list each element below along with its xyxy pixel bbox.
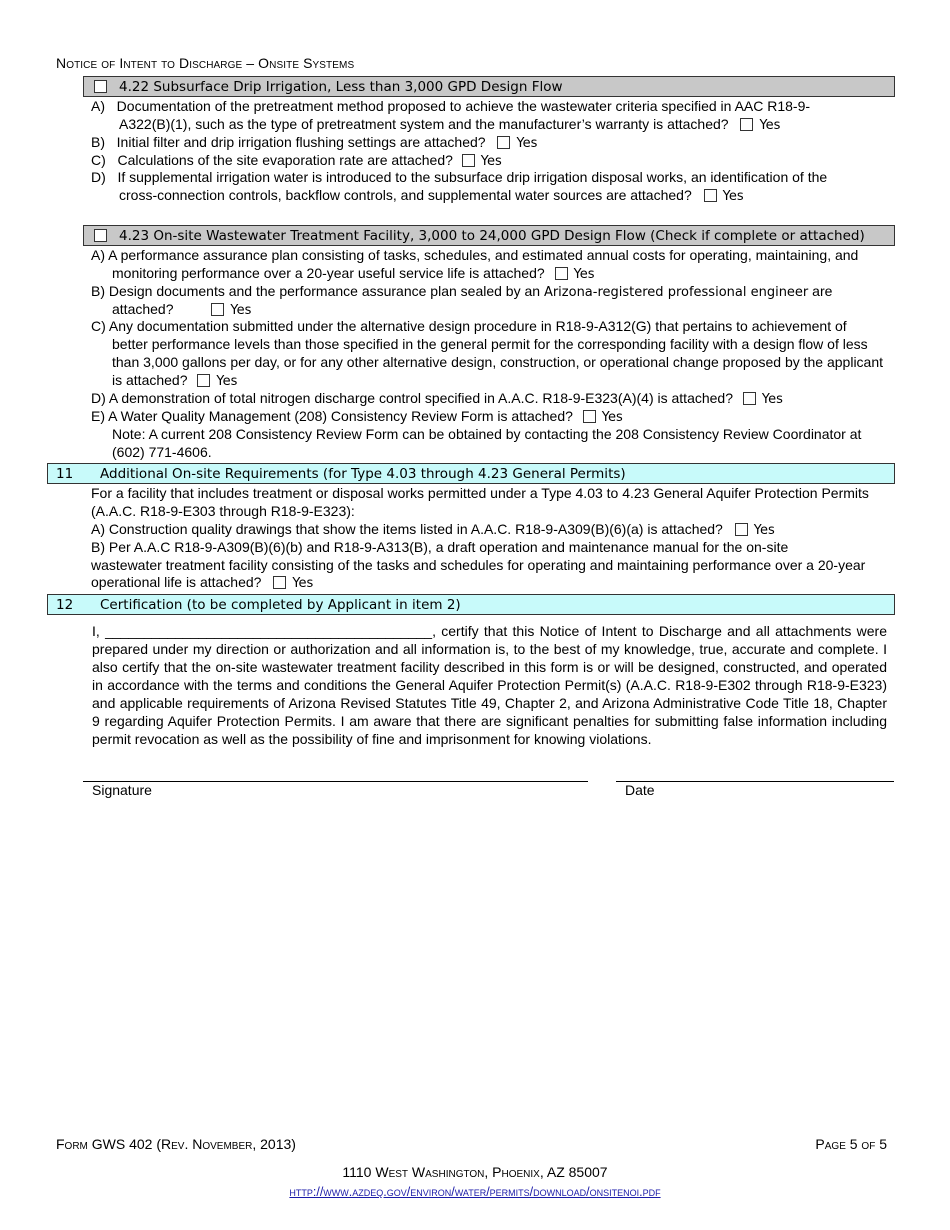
section-11-title: Additional On-site Requirements (for Type 4.03 through 4.23 General Permits) xyxy=(100,465,626,482)
section-11-item-a-checkbox[interactable] xyxy=(735,523,748,536)
section-11-item-b-line2: wastewater treatment facility consisting of the tasks and schedules for operating and maintaining performance over a 20-year xyxy=(91,557,866,573)
item-4-23-note-line2: (602) 771-4606. xyxy=(112,444,212,460)
section-11-item-b-line3: operational life is attached? Yes xyxy=(91,574,314,591)
section-4-23-header xyxy=(83,225,895,246)
item-4-23-d-checkbox[interactable] xyxy=(743,392,756,405)
certification-text: I, __________________________________________, certify that this Notice of Intent to Discharge and all attachments were prepared under my direction or authorization and all information is, to the best of my knowledge, true, accurate and complete. I also certify that the on-site wastewater treatment facility described in this form is or will be designed, constructed, and operated in accordance with the terms and conditions the General Aquifer Protection Permit(s) (A.A.C. R18-9-E302 through R18-9-E323) and applicable requirements of Arizona Revised Statutes Title 49, Chapter 2, and Arizona Administrative Code Title 18, Chapter 9 regarding Aquifer Protection Permits. I am aware that there are significant penalties for submitting false information including permit revocation as well as the possibility of fine and imprisonment for knowing violations. xyxy=(92,623,887,747)
item-4-23-b-line1: B) Design documents and the performance assurance plan sealed by an Arizona-registered professional engineer are xyxy=(91,283,833,300)
page-header-title: Notice of Intent to Discharge – Onsite Systems xyxy=(56,55,355,71)
item-4-23-b-checkbox[interactable] xyxy=(211,303,224,316)
item-4-22-a-line1: A) Documentation of the pretreatment method proposed to achieve the wastewater criteria specified in AAC R18-9- xyxy=(91,98,811,114)
item-4-22-d-line2: cross-connection controls, backflow controls, and supplemental water sources are attached? Yes xyxy=(119,187,744,204)
section-11-number: 11 xyxy=(56,465,74,482)
item-4-22-d-line1: D) If supplemental irrigation water is introduced to the subsurface drip irrigation disposal works, an identification of the xyxy=(91,169,828,185)
item-4-23-e-checkbox[interactable] xyxy=(583,410,596,423)
date-label: Date xyxy=(625,782,655,798)
item-4-22-c-checkbox[interactable] xyxy=(462,154,475,167)
item-4-23-b-line2: attached? Yes xyxy=(112,301,252,318)
signature-label: Signature xyxy=(92,782,152,798)
section-4-22-checkbox[interactable] xyxy=(94,80,107,93)
date-line[interactable] xyxy=(616,781,894,782)
section-11-item-b-line1: B) Per A.A.C R18-9-A309(B)(6)(b) and R18-9-A313(B), a draft operation and maintenance manual for the on-site xyxy=(91,539,789,555)
item-4-23-a-checkbox[interactable] xyxy=(555,267,568,280)
item-4-23-c-checkbox[interactable] xyxy=(197,374,210,387)
section-12-title: Certification (to be completed by Applicant in item 2) xyxy=(100,596,461,613)
signature-line[interactable] xyxy=(83,781,588,782)
section-4-22-title: 4.22 Subsurface Drip Irrigation, Less than 3,000 GPD Design Flow xyxy=(119,78,563,95)
item-4-23-d: D) A demonstration of total nitrogen discharge control specified in A.A.C. R18-9-E323(A)(4) is attached? Yes xyxy=(91,390,783,407)
section-11-item-a: A) Construction quality drawings that show the items listed in A.A.C. R18-9-A309(B)(6)(a) is attached? Yes xyxy=(91,521,775,538)
item-4-23-note-line1: Note: A current 208 Consistency Review Form can be obtained by contacting the 208 Consistency Review Coordinator at xyxy=(112,426,862,442)
item-4-22-a-checkbox[interactable] xyxy=(740,118,753,131)
section-12-header xyxy=(47,594,895,615)
item-4-22-b-checkbox[interactable] xyxy=(497,136,510,149)
item-4-22-a-line2: A322(B)(1), such as the type of pretreatment system and the manufacturer’s warranty is attached? Yes xyxy=(119,116,781,133)
item-4-23-a-line2: monitoring performance over a 20-year useful service life is attached? Yes xyxy=(112,265,595,282)
item-4-23-c-line1: C) Any documentation submitted under the alternative design procedure in R18-9-A312(G) that pertains to achievement of xyxy=(91,318,847,334)
item-4-22-d-checkbox[interactable] xyxy=(704,189,717,202)
item-4-23-a-line1: A) A performance assurance plan consisting of tasks, schedules, and estimated annual costs for operating, maintaining, and xyxy=(91,247,859,263)
item-4-23-c-line3: than 3,000 gallons per day, or for any other alternative design, construction, or operational change proposed by the applicant xyxy=(112,354,884,370)
item-4-23-e: E) A Water Quality Management (208) Consistency Review Form is attached? Yes xyxy=(91,408,623,425)
item-4-22-c: C) Calculations of the site evaporation rate are attached? Yes xyxy=(91,152,502,169)
section-4-22-header xyxy=(83,76,895,97)
section-11-intro-line2: (A.A.C. R18-9-E303 through R18-9-E323): xyxy=(91,503,355,519)
section-4-23-checkbox[interactable] xyxy=(94,229,107,242)
section-11-intro-line1: For a facility that includes treatment or disposal works permitted under a Type 4.03 to 4.23 General Aquifer Protection Permits xyxy=(91,485,869,501)
footer-page-number: Page 5 of 5 xyxy=(815,1136,887,1152)
section-11-item-b-checkbox[interactable] xyxy=(273,576,286,589)
footer-address: 1110 West Washington, Phoenix, AZ 85007 xyxy=(342,1164,608,1180)
footer-form-id: Form GWS 402 (Rev. November, 2013) xyxy=(56,1136,296,1152)
footer-url-container xyxy=(0,1183,950,1199)
section-12-number: 12 xyxy=(56,596,74,613)
item-4-23-c-line4: is attached? Yes xyxy=(112,372,238,389)
footer-url-link[interactable]: http://www.azdeq.gov/environ/water/permits/download/onsitenoi.pdf xyxy=(289,1185,661,1199)
item-4-22-b: B) Initial filter and drip irrigation flushing settings are attached? Yes xyxy=(91,134,538,151)
section-4-23-title: 4.23 On-site Wastewater Treatment Facility, 3,000 to 24,000 GPD Design Flow (Check if complete or attached) xyxy=(119,227,865,244)
section-11-header xyxy=(47,463,895,484)
item-4-23-c-line2: better performance levels than those specified in the general permit for the corresponding facility with a design flow of less xyxy=(112,336,868,352)
